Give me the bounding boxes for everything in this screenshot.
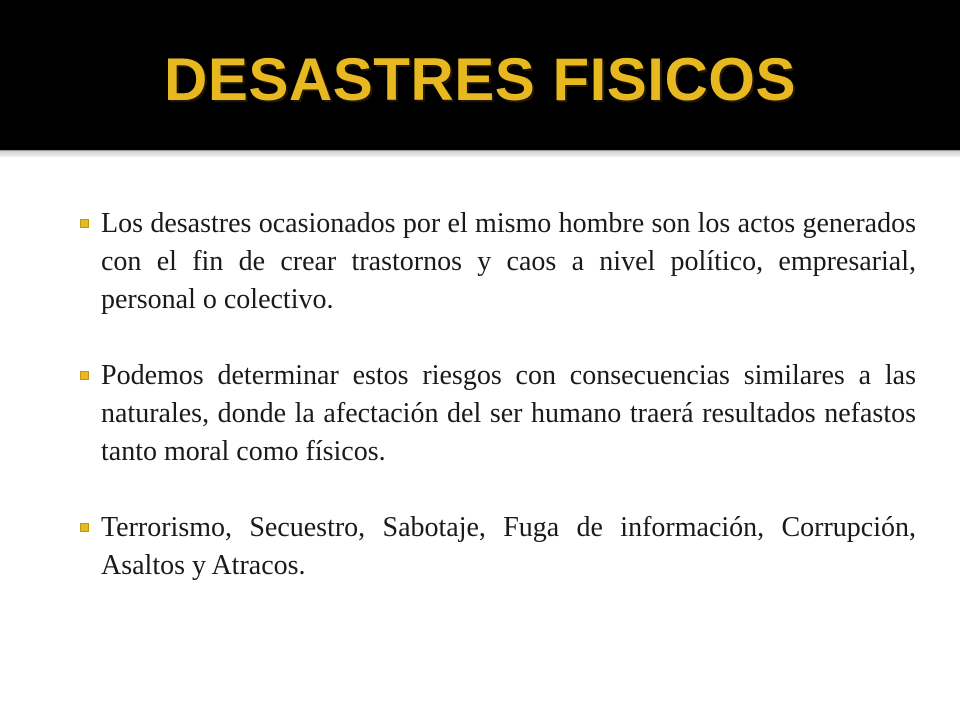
title-bar xyxy=(0,0,960,150)
bullet-text: Los desastres ocasionados por el mismo hombre son los actos generados con el fin de crear trastornos y caos a nivel político, empresarial, personal o colectivo. xyxy=(101,208,916,315)
square-bullet-icon xyxy=(80,371,89,380)
bullet-text: Podemos determinar estos riesgos con consecuencias similares a las naturales, donde la afectación del ser humano traerá resultados nefastos tanto moral como físicos. xyxy=(101,360,916,467)
slide-title: DESASTRES FISICOS xyxy=(164,45,796,113)
title-divider xyxy=(0,150,960,157)
bullet-text: Terrorismo, Secuestro, Sabotaje, Fuga de información, Corrupción, Asaltos y Atracos. xyxy=(101,512,916,581)
bullet-list xyxy=(80,205,916,623)
square-bullet-icon xyxy=(80,219,89,228)
square-bullet-icon xyxy=(80,523,89,532)
bullet-item xyxy=(80,205,916,319)
bullet-item xyxy=(80,509,916,585)
bullet-item xyxy=(80,357,916,471)
